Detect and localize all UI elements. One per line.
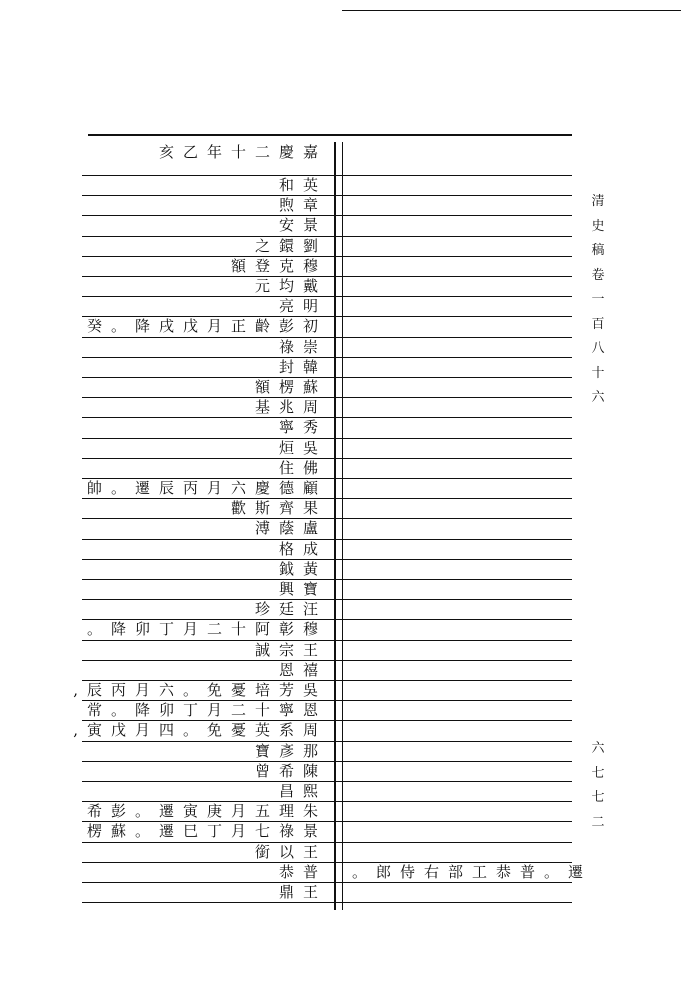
row-rule	[82, 741, 572, 742]
row-rule	[82, 215, 572, 216]
row-rule	[82, 640, 572, 641]
margin-title-char: 一	[591, 292, 605, 307]
margin-title-char: 卷	[591, 267, 605, 283]
row-rule	[82, 559, 572, 560]
row-rule	[82, 781, 572, 782]
row-rule	[82, 842, 572, 843]
margin-title-char: 史	[591, 218, 605, 234]
row-right-text: 陳希曾	[254, 762, 327, 780]
row-right-text: 那彥寶	[254, 742, 327, 760]
row-right-text: 熙昌	[278, 782, 327, 800]
row-right-text: 成格	[278, 540, 327, 558]
top-right-rule	[342, 10, 681, 11]
row-rule	[82, 195, 572, 196]
row-right-text: 吳芳培憂免。六月丙辰,	[73, 681, 327, 699]
row-rule	[82, 296, 572, 297]
row-right-text: 盧蔭溥	[254, 519, 327, 537]
margin-title-char: 八	[591, 341, 605, 356]
row-right-text: 明亮	[278, 297, 327, 315]
row-rule	[82, 882, 572, 883]
row-right-text: 汪廷珍	[254, 600, 327, 618]
row-rule	[82, 417, 572, 418]
row-rule	[82, 761, 572, 762]
row-right-text: 恩寧十二月丁卯降。常	[86, 701, 327, 719]
row-right-text: 佛住	[278, 459, 327, 477]
row-right-text: 周兆基	[254, 398, 327, 416]
row-right-text: 果齊斯歡	[230, 499, 327, 517]
row-right-text: 朱理五月庚寅遷。彭希	[86, 802, 327, 820]
row-right-text: 穆克登額	[230, 257, 327, 275]
row-rule	[82, 337, 572, 338]
row-right-text: 王以銜	[254, 843, 327, 861]
row-rule	[82, 175, 572, 176]
row-rule	[82, 579, 572, 580]
row-rule	[82, 377, 572, 378]
row-right-text: 英和	[278, 176, 327, 194]
row-right-text: 王鼎	[278, 883, 327, 901]
row-left-text: 遷。普恭工部右侍郎。	[352, 863, 593, 881]
row-rule	[82, 397, 572, 398]
row-right-text: 崇祿	[278, 338, 327, 356]
row-rule	[82, 438, 572, 439]
row-rule	[82, 539, 572, 540]
row-rule	[82, 256, 572, 257]
page-number-char: 七	[591, 790, 605, 805]
row-right-text: 蘇楞額	[254, 378, 327, 396]
table-top-rule	[88, 134, 572, 136]
margin-title-char: 百	[591, 316, 605, 332]
row-right-text: 景祿七月丁巳遷。蘇楞	[86, 822, 327, 840]
row-rule	[82, 357, 572, 358]
row-right-text: 王宗誠	[254, 641, 327, 659]
row-rule	[82, 276, 572, 277]
row-rule	[82, 236, 572, 237]
row-right-text: 普恭	[278, 863, 327, 881]
row-right-text: 韓封	[278, 358, 327, 376]
row-rule	[82, 660, 572, 661]
row-right-text: 章煦	[278, 196, 327, 214]
row-right-text: 周系英憂免。四月戊寅,	[73, 721, 327, 739]
row-right-text: 戴均元	[254, 277, 327, 295]
row-rule	[82, 599, 572, 600]
margin-title-char: 十	[591, 365, 605, 381]
row-right-text: 寶興	[278, 580, 327, 598]
row-right-text: 吳烜	[278, 439, 327, 457]
margin-title-char: 六	[591, 390, 605, 405]
row-right-text: 秀寧	[278, 418, 327, 436]
row-rule	[82, 458, 572, 459]
row-right-text: 顧德慶六月丙辰遷。帥	[86, 479, 327, 497]
margin-title-char: 稿	[591, 243, 605, 258]
row-rule	[82, 498, 572, 499]
row-rule	[82, 518, 572, 519]
row-right-text: 劉鐶之	[254, 237, 327, 255]
row-right-text: 景安	[278, 216, 327, 234]
page-number-char: 七	[591, 765, 605, 781]
column-divider	[334, 142, 336, 910]
row-right-text: 嘉慶二十年乙亥	[158, 143, 327, 161]
row-right-text: 黃鉞	[278, 560, 327, 578]
row-right-text: 初彭齡正月戊戌降。癸	[86, 317, 327, 335]
margin-title-char: 清	[591, 194, 605, 209]
page-number-char: 六	[591, 741, 605, 756]
column-divider-inner	[342, 142, 343, 910]
row-right-text: 禧恩	[278, 661, 327, 679]
row-rule	[82, 902, 572, 903]
page-number-char: 二	[591, 814, 605, 830]
row-right-text: 穆彰阿十二月丁卯降。	[86, 620, 327, 638]
